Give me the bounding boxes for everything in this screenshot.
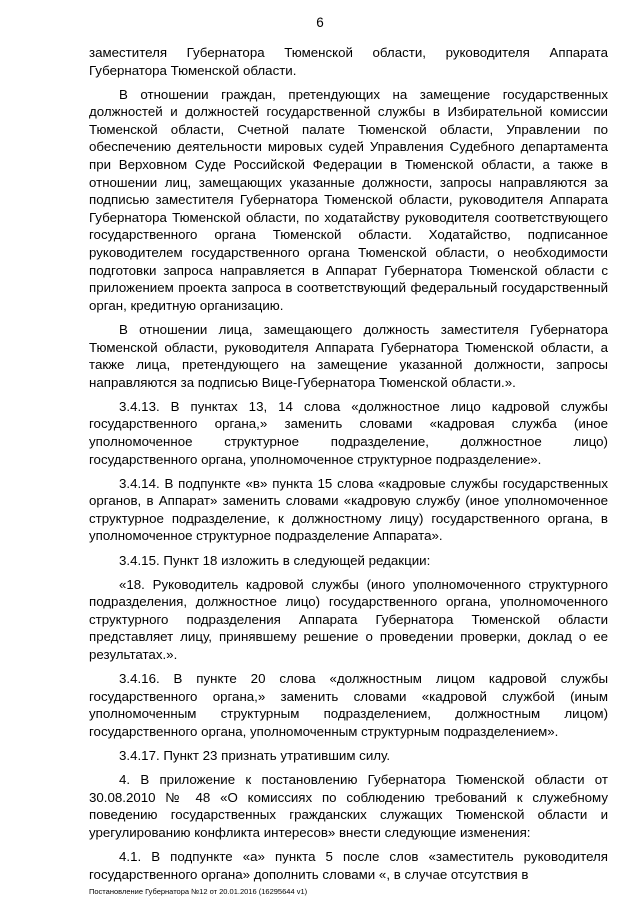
document-body xyxy=(89,44,608,890)
page-number: 6 xyxy=(316,15,324,30)
paragraph: заместителя Губернатора Тюменской области, руководителя Аппарата Губернатора Тюменской области. xyxy=(89,45,608,78)
paragraph: 3.4.16. В пункте 20 слова «должностным лицом кадровой службы государственного органа,» заменить словами «кадровой службой (иным уполномоченным структурным подразделением, должностным лицом) государственного органа, уполномоченным структурным подразделением». xyxy=(89,671,608,739)
paragraph: В отношении граждан, претендующих на замещение государственных должностей и должностей государственной службы в Избирательной комиссии Тюменской области, Счетной палате Тюменской области, Управлении по обеспечению деятельности мировых судей Управления Судебного департамента при Верховном Суде Российской Федерации в Тюменской области, а также в отношении лиц, замещающих указанные должности, запросы направляются за подписью заместителя Губернатора Тюменской области, руководителя Аппарата Губернатора Тюменской области, по ходатайству руководителя соответствующего государственного органа Тюменской области. Ходатайство, подписанное руководителем государственного органа Тюменской области, о необходимости подготовки запроса направляется в Аппарат Губернатора Тюменской области с приложением проекта запроса в соответствующий федеральный государственный орган, кредитную организацию. xyxy=(89,86,608,313)
paragraph: 4.1. В подпункте «а» пункта 5 после слов «заместитель руководителя государственного органа» дополнить словами «, в случае отсутствия в xyxy=(89,848,608,882)
paragraph: 3.4.17. Пункт 23 признать утратившим силу. xyxy=(119,747,391,763)
paragraph: 3.4.14. В подпункте «в» пункта 15 слова «кадровые службы государственных органов, в Аппарат» заменить словами «кадровую службу (иное уполномоченное структурное подразделение, к должностному лицу) государственного органа, в уполномоченное структурное подразделение Аппарата». xyxy=(89,475,608,544)
paragraph: 4. В приложение к постановлению Губернатора Тюменской области от 30.08.2010 № 48 «О комиссиях по соблюдению требований к служебному поведению государственных гражданских служащих Тюменской области и урегулированию конфликта интересов» внести следующие изменения: xyxy=(89,772,608,840)
paragraph: 3.4.13. В пунктах 13, 14 слова «должностное лицо кадровой службы государственного органа,» заменить словами «кадровая служба (иное уполномоченное структурное подразделение, должностное лицо) государственного органа, уполномоченное структурное подразделение». xyxy=(89,398,608,467)
document-footer: Постановление Губернатора №12 от 20.01.2016 (16295644 v1) xyxy=(89,887,308,896)
paragraph: 3.4.15. Пункт 18 изложить в следующей редакции: xyxy=(119,552,431,568)
paragraph: В отношении лица, замещающего должность заместителя Губернатора Тюменской области, руководителя Аппарата Губернатора Тюменской области, а также лица, претендующего на замещение указанной должности, запросы направляются за подписью Вице-Губернатора Тюменской области.». xyxy=(89,321,608,390)
paragraph: «18. Руководитель кадровой службы (иного уполномоченного структурного подразделения, должностное лицо) государственного органа, уполномоченного структурного подразделения Аппарата Губернатора Тюменской области представляет лицу, принявшему решение о проведении проверки, доклад о ее результатах.». xyxy=(89,576,608,662)
